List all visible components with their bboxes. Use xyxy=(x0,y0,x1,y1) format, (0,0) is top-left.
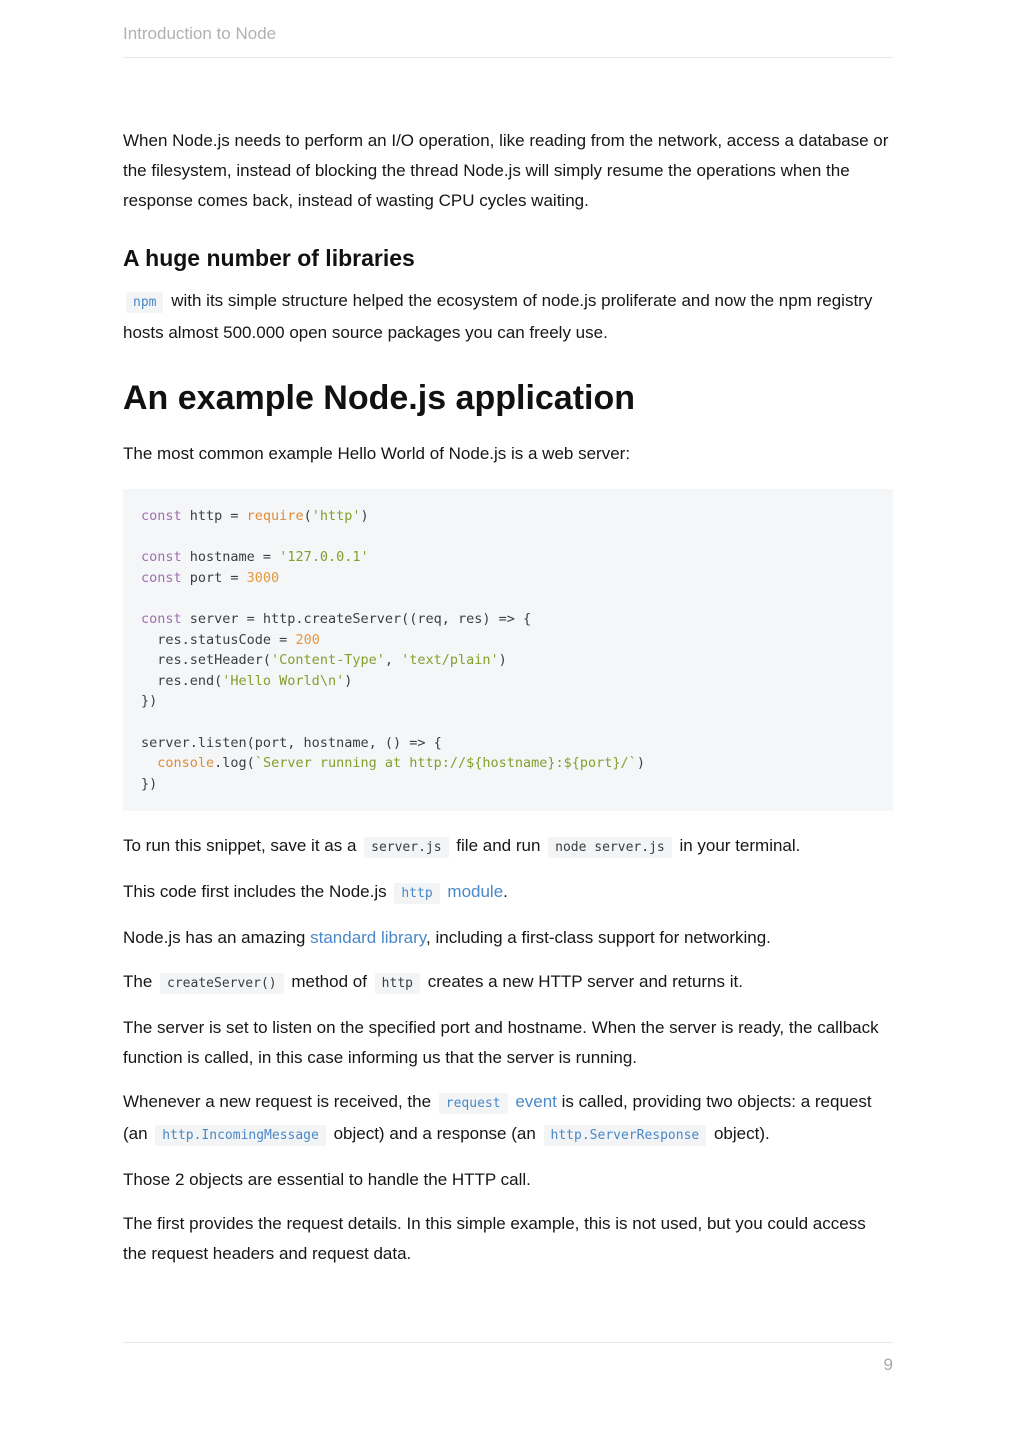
inline-code-link[interactable]: http.IncomingMessage xyxy=(155,1125,326,1146)
text-run: The server is set to listen on the specified port and hostname. When the server is ready, the callback function is called, in this case informing us that the server is running. xyxy=(123,1018,879,1068)
code-token: '127.0.0.1' xyxy=(279,549,369,566)
code-token: }) xyxy=(141,775,158,792)
paragraph-request-details xyxy=(123,1209,893,1269)
section-heading-libraries: A huge number of libraries xyxy=(123,245,415,271)
inline-link[interactable]: module xyxy=(447,882,504,902)
code-token: res.end( xyxy=(141,672,223,689)
code-token: hostname = xyxy=(181,549,280,566)
code-token: `Server running at http://${hostname}:${port}/` xyxy=(254,755,637,772)
code-token: res.setHeader( xyxy=(141,652,272,669)
running-header-title: Introduction to Node xyxy=(123,24,277,43)
paragraph-createserver xyxy=(123,967,893,999)
text-run: This code first includes the Node.js xyxy=(123,882,392,902)
inline-link[interactable]: standard library xyxy=(310,928,427,948)
paragraph-hello-world-intro xyxy=(123,439,893,469)
code-token: require xyxy=(246,508,304,524)
text-run: Those 2 objects are essential to handle the HTTP call. xyxy=(123,1170,531,1190)
inline-code-link[interactable]: request xyxy=(439,1093,508,1114)
text-run: object). xyxy=(709,1124,770,1144)
paragraph-run-snippet xyxy=(123,831,893,863)
code-token: const xyxy=(141,549,182,566)
inline-code: createServer() xyxy=(160,973,284,994)
code-token: http = xyxy=(181,508,247,524)
text-run: is called, providing two objects: a request (an xyxy=(123,1092,872,1144)
page-footer xyxy=(123,1342,893,1375)
paragraph-standard-library xyxy=(123,923,893,953)
inline-code: http xyxy=(375,973,420,994)
paragraph-npm-ecosystem xyxy=(123,286,893,348)
paragraph-io-operations xyxy=(123,126,893,216)
code-token: , xyxy=(384,652,402,669)
text-run: , including a first-class support for networking. xyxy=(426,928,771,948)
paragraph-includes-http xyxy=(123,877,893,909)
text-run: To run this snippet, save it as a xyxy=(123,836,362,856)
code-token: 3000 xyxy=(246,569,280,586)
text-run: When Node.js needs to perform an I/O operation, like reading from the network, access a database or the filesystem, instead of blocking the thread Node.js will simply resume the operations when the response comes back, instead of wasting CPU cycles waiting. xyxy=(123,131,889,210)
code-token: port = xyxy=(181,569,247,586)
text-run: Whenever a new request is received, the xyxy=(123,1092,436,1112)
code-token: server.listen(port, hostname, () => { xyxy=(141,734,442,751)
code-token: server = http.createServer((req, res) => { xyxy=(181,610,532,627)
code-token xyxy=(141,755,157,771)
code-token: ) xyxy=(636,755,645,772)
inline-code-link[interactable]: http.ServerResponse xyxy=(544,1125,707,1146)
code-token: 200 xyxy=(295,631,320,648)
text-run: object) and a response (an xyxy=(328,1124,541,1144)
text-run: file and run xyxy=(451,836,546,856)
paragraph-request-event xyxy=(123,1087,893,1151)
code-token: ) xyxy=(498,652,507,669)
code-token: const xyxy=(141,569,182,586)
text-run: creates a new HTTP server and returns it. xyxy=(422,972,743,992)
code-token: .log( xyxy=(214,755,255,772)
text-run: with its simple structure helped the ecosystem of node.js proliferate and now the npm registry hosts almost 500.000 open source packages you can freely use. xyxy=(123,291,873,342)
code-token: res.statusCode = xyxy=(141,631,296,648)
text-run: . xyxy=(503,882,508,902)
code-token: 'Content-Type' xyxy=(271,652,385,669)
chapter-heading-example-app: An example Node.js application xyxy=(123,379,636,417)
inline-code-link[interactable]: http xyxy=(394,883,439,904)
code-token: 'http' xyxy=(311,508,361,524)
code-token: ( xyxy=(303,508,312,524)
code-token: 'Hello World\n' xyxy=(222,672,345,689)
text-run: The most common example Hello World of Node.js is a web server: xyxy=(123,444,631,463)
text-run: The first provides the request details. In this simple example, this is not used, but you could access the request headers and request data. xyxy=(123,1214,866,1264)
code-token: const xyxy=(141,610,182,627)
text-run: in your terminal. xyxy=(674,836,801,856)
inline-link[interactable]: event xyxy=(515,1092,557,1112)
inline-code: node server.js xyxy=(548,837,672,858)
code-token: ) xyxy=(360,508,369,524)
paragraph-two-objects xyxy=(123,1165,893,1195)
code-token: ) xyxy=(344,672,353,689)
code-token: const xyxy=(141,508,182,524)
code-token: console xyxy=(157,755,215,772)
page-number: 9 xyxy=(883,1355,893,1374)
text-run: The xyxy=(123,972,158,992)
text-run: method of xyxy=(286,972,372,992)
page-content xyxy=(123,58,893,1269)
code-token: 'text/plain' xyxy=(401,652,499,669)
paragraph-server-listen xyxy=(123,1013,893,1073)
inline-code-link[interactable]: npm xyxy=(126,292,163,313)
inline-code: server.js xyxy=(364,837,448,858)
code-block-web-server xyxy=(123,489,893,811)
footer-divider xyxy=(123,1342,893,1343)
text-run: Node.js has an amazing xyxy=(123,928,311,948)
code-token: }) xyxy=(141,693,158,710)
page-header xyxy=(123,0,893,58)
